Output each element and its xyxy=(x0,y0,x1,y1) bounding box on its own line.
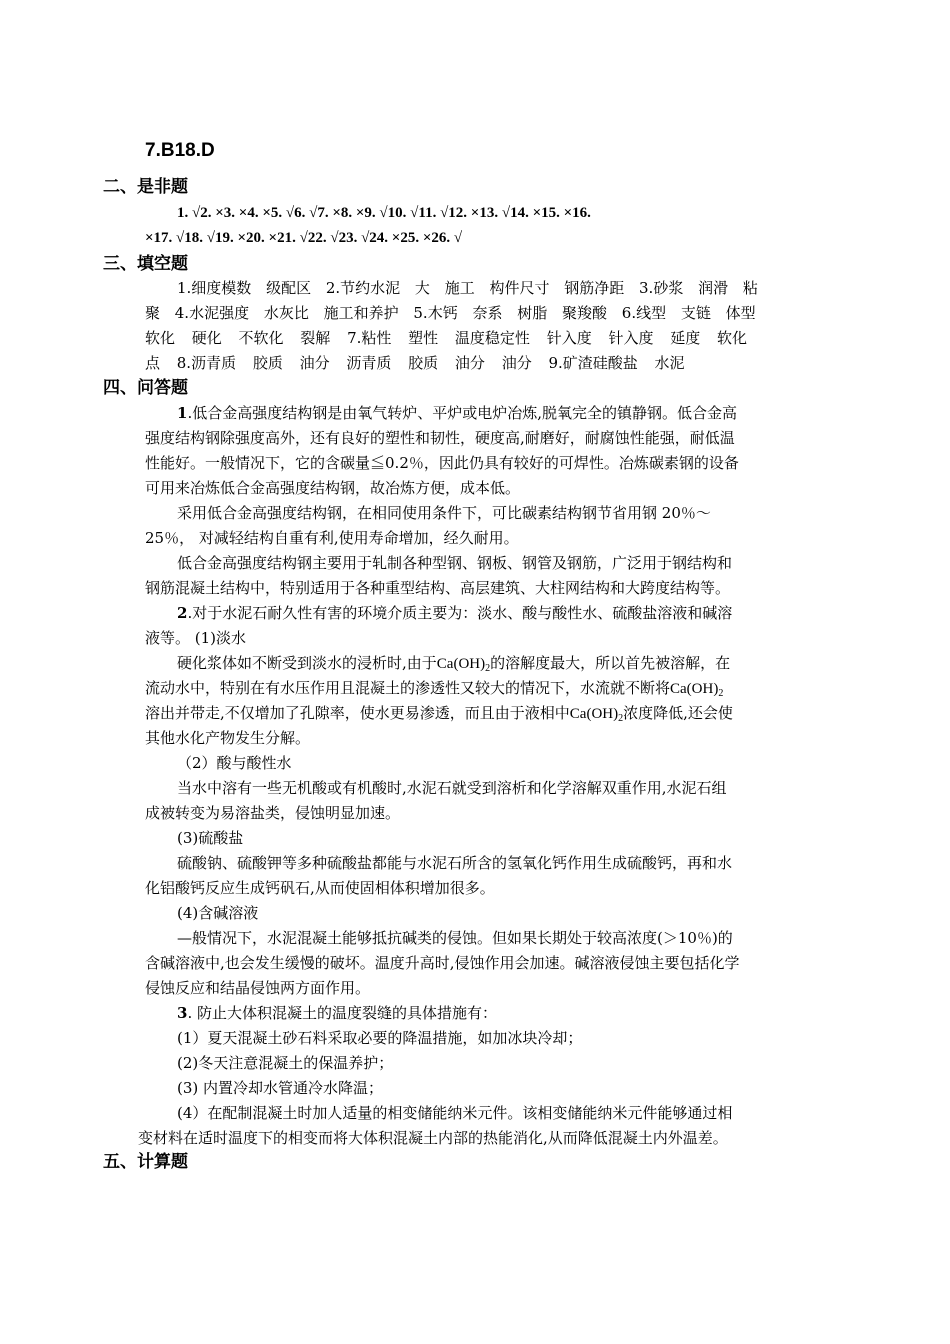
formula-base: Ca(OH) xyxy=(670,681,719,697)
qa2-alkali-line-1: —般情况下，水泥混凝土能够抵抗碱类的侵蚀。但如果长期处于较高浓度(＞10％)的 xyxy=(177,929,733,947)
qa2-freshwater-text-3b: 浓度降低,还会使 xyxy=(623,704,733,722)
qa2-alkali-title: (4)含碱溶液 xyxy=(177,904,259,922)
qa1-line-8: 钢筋混凝土结构中，特别适用于各种重型结构、高层建筑、大柱网结构和大跨度结构等。 xyxy=(145,579,731,597)
qa2-line-1 xyxy=(177,603,732,623)
qa2-sulfate-line-1: 硫酸钠、硫酸钾等多种硫酸盐都能与水泥石所含的氢氧化钙作用生成硫酸钙，再和水 xyxy=(177,854,733,872)
qa1-line-2: 强度结构钢除强度高外，还有良好的塑性和韧性，硬度高,耐磨好，耐腐蚀性能强，耐低温 xyxy=(145,429,735,447)
qa2-alkali-line-3: 侵蚀反应和结晶侵蚀两方面作用。 xyxy=(145,979,371,997)
fill-blank-line-4: 点 8.沥青质 胶质 油分 沥青质 胶质 油分 油分 9.矿渣硅酸盐 水泥 xyxy=(145,354,685,372)
qa3-item-1: (1）夏天混凝土砂石料采取必要的降温措施，如加冰块冷却； xyxy=(177,1029,583,1047)
qa1-number: 1 xyxy=(177,404,188,422)
formula-base: Ca(OH) xyxy=(569,706,619,722)
qa2-freshwater-text-3a: 溶出并带走,不仅增加了孔隙率，使水更易渗透，而且由于液相中 xyxy=(145,704,570,722)
choice-answers-tail: 7.B18.D xyxy=(145,140,215,161)
qa2-number: 2 xyxy=(177,604,188,622)
fill-blank-line-1: 1.细度模数 级配区 2.节约水泥 大 施工 构件尺寸 钢筋净距 3.砂浆 润滑 粘 xyxy=(177,279,758,297)
qa2-freshwater-line-4: 其他水化产物发生分解。 xyxy=(145,729,311,747)
section-heading-qa: 四、问答题 xyxy=(103,378,188,398)
formula-base: Ca(OH) xyxy=(436,656,486,672)
true-false-answers-line-2: ×17. √18. √19. ×20. ×21. √22. √23. √24. ×25. ×26. √ xyxy=(145,230,463,246)
qa2-acid-title: （2）酸与酸性水 xyxy=(177,754,292,772)
qa3-item-3: (3) 内置冷却水管通冷水降温； xyxy=(177,1079,384,1097)
qa1-line-3: 性能好。一般情况下，它的含碳量≦0.2％，因此仍具有较好的可焊性。冶炼碳素钢的设备 xyxy=(145,454,739,472)
qa2-freshwater-line-2 xyxy=(145,678,723,699)
qa2-acid-line-1: 当水中溶有一些无机酸或有机酸时,水泥石就受到溶析和化学溶解双重作用,水泥石组 xyxy=(177,779,727,797)
qa2-sulfate-line-2: 化铝酸钙反应生成钙矾石,从而使固相体积增加很多。 xyxy=(145,879,495,897)
qa2-freshwater-line-3 xyxy=(145,703,733,724)
qa2-freshwater-text-1a: 硬化浆体如不断受到淡水的浸析时,由于 xyxy=(177,654,437,672)
qa1-line-5: 采用低合金高强度结构钢，在相同使用条件下，可比碳素结构钢节省用钢 20％～ xyxy=(177,504,711,522)
section-heading-fill-blank: 三、填空题 xyxy=(103,254,188,274)
qa2-sulfate-title: (3)硫酸盐 xyxy=(177,829,244,847)
formula-subscript: 2 xyxy=(485,663,491,674)
section-heading-true-false: 二、是非题 xyxy=(103,177,188,197)
true-false-answers-line-1: 1. √2. ×3. ×4. ×5. √6. √7. ×8. ×9. √10. √11. √12. ×13. √14. ×15. ×16. xyxy=(177,205,591,221)
qa1-text-1: .低合金高强度结构钢是由氧气转炉、平炉或电炉冶炼,脱氧完全的镇静钢。低合金高 xyxy=(187,404,737,422)
qa2-freshwater-line-1 xyxy=(177,653,730,674)
qa1-line-6: 25％， 对减轻结构自重有利,使用寿命增加，经久耐用。 xyxy=(145,529,519,547)
caoh2-formula xyxy=(437,656,490,672)
qa3-item-2: (2)冬天注意混凝土的保温养护； xyxy=(177,1054,394,1072)
qa1-line-1 xyxy=(177,403,737,423)
fill-blank-line-2: 聚 4.水泥强度 水灰比 施工和养护 5.木钙 奈系 树脂 聚羧酸 6.线型 支链 体型 xyxy=(145,304,756,322)
qa3-item-4-line-2: 变材料在适时温度下的相变而将大体积混凝土内部的热能消化,从而降低混凝土内外温差。 xyxy=(138,1129,728,1147)
fill-blank-line-3: 软化 硬化 不软化 裂解 7.粘性 塑性 温度稳定性 针入度 针入度 延度 软化 xyxy=(145,329,747,347)
qa2-alkali-line-2: 含碱溶液中,也会发生缓慢的破坏。温度升高时,侵蚀作用会加速。碱溶液侵蚀主要包括化学 xyxy=(145,954,740,972)
formula-subscript: 2 xyxy=(618,713,624,724)
qa3-title: . 防止大体积混凝土的温度裂缝的具体措施有： xyxy=(187,1004,497,1022)
qa3-item-4-line-1: (4）在配制混凝土时加人适量的相变储能纳米元件。该相变储能纳米元件能够通过相 xyxy=(177,1104,733,1122)
qa2-acid-line-2: 成被转变为易溶盐类，侵蚀明显加速。 xyxy=(145,804,401,822)
qa3-number: 3 xyxy=(177,1004,188,1022)
qa1-line-7: 低合金高强度结构钢主要用于轧制各种型钢、钢板、钢管及钢筋，广泛用于钢结构和 xyxy=(177,554,733,572)
qa2-line-2: 液等。 (1)淡水 xyxy=(145,629,247,647)
caoh2-formula xyxy=(670,681,723,697)
qa2-freshwater-text-2a: 流动水中，特别在有水压作用且混凝土的渗透性又较大的情况下，水流就不断将 xyxy=(145,679,671,697)
formula-subscript: 2 xyxy=(718,688,724,699)
qa2-text-1: .对于水泥石耐久性有害的环境介质主要为：淡水、酸与酸性水、硫酸盐溶液和碱溶 xyxy=(187,604,733,622)
qa3-title-line xyxy=(177,1003,497,1023)
caoh2-formula xyxy=(570,706,623,722)
section-heading-calculation: 五、计算题 xyxy=(103,1152,188,1172)
qa1-line-4: 可用来冶炼低合金高强度结构钢，故冶炼方便，成本低。 xyxy=(145,479,521,497)
qa2-freshwater-text-1b: 的溶解度最大，所以首先被溶解，在 xyxy=(490,654,731,672)
